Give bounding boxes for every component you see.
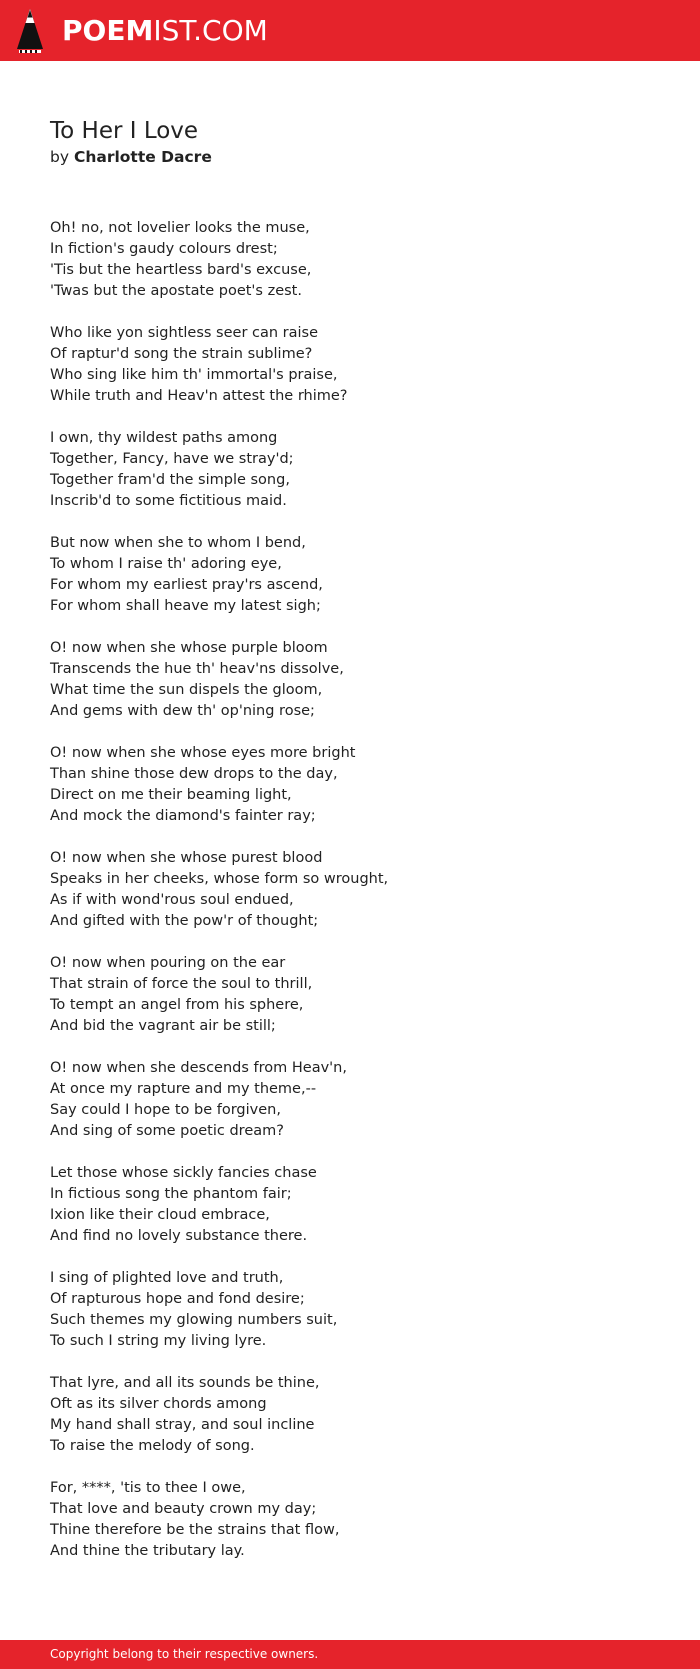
poem-line: Say could I hope to be forgiven,	[50, 1102, 281, 1118]
poem-line: For, ****, 'tis to thee I owe,	[50, 1480, 246, 1496]
poem-line: Of rapturous hope and fond desire;	[50, 1291, 305, 1307]
poem-line: For whom my earliest pray'rs ascend,	[50, 577, 323, 593]
poem-line: Who sing like him th' immortal's praise,	[50, 367, 338, 383]
poem-line: Thine therefore be the strains that flow,	[50, 1522, 340, 1538]
poem-line: Direct on me their beaming light,	[50, 787, 292, 803]
poem-line: As if with wond'rous soul endued,	[50, 892, 294, 908]
copyright-text: Copyright belong to their respective owners.	[50, 1647, 319, 1661]
poem-line: What time the sun dispels the gloom,	[50, 682, 323, 698]
stanza	[50, 1478, 670, 1562]
poem-line: Let those whose sickly fancies chase	[50, 1165, 317, 1181]
poem-line: And mock the diamond's fainter ray;	[50, 808, 316, 824]
poem-line: Ixion like their cloud embrace,	[50, 1207, 270, 1223]
poem-title: To Her I Love	[50, 118, 199, 144]
poem-line: I own, thy wildest paths among	[50, 430, 278, 446]
poem-line: 'Twas but the apostate poet's zest.	[50, 283, 302, 299]
poem-author: Charlotte Dacre	[73, 148, 212, 166]
poem-line: O! now when she whose purest blood	[50, 850, 323, 866]
brand-light: IST.COM	[153, 14, 268, 47]
poem-line: Than shine those dew drops to the day,	[50, 766, 338, 782]
stanza	[50, 218, 670, 302]
brand-bold: POEM	[62, 14, 154, 47]
poem-line: Together, Fancy, have we stray'd;	[50, 451, 294, 467]
poem-line: My hand shall stray, and soul incline	[50, 1417, 315, 1433]
poem-line: Inscrib'd to some fictitious maid.	[50, 493, 287, 509]
poem-line: O! now when pouring on the ear	[50, 955, 286, 971]
poem-line: To raise the melody of song.	[50, 1438, 255, 1454]
poem-heading	[50, 116, 670, 168]
stanza	[50, 1268, 670, 1352]
poem-line: I sing of plighted love and truth,	[50, 1270, 284, 1286]
poem-line: Transcends the hue th' heav'ns dissolve,	[50, 661, 344, 677]
poem-line: Of raptur'd song the strain sublime?	[50, 346, 313, 362]
poem-line: For whom shall heave my latest sigh;	[50, 598, 321, 614]
by-prefix: by	[50, 148, 70, 166]
poem-line: Together fram'd the simple song,	[50, 472, 290, 488]
poem-line: Such themes my glowing numbers suit,	[50, 1312, 338, 1328]
poem-line: And bid the vagrant air be still;	[50, 1018, 276, 1034]
poem-line: And sing of some poetic dream?	[50, 1123, 284, 1139]
poem-line: In fictious song the phantom fair;	[50, 1186, 292, 1202]
poem-body	[50, 218, 670, 1583]
stanza	[50, 1373, 670, 1457]
poem-line: In fiction's gaudy colours drest;	[50, 241, 278, 257]
poem-line: But now when she to whom I bend,	[50, 535, 306, 551]
stanza	[50, 953, 670, 1037]
site-footer	[0, 1640, 700, 1669]
byline	[50, 146, 670, 168]
site-header	[0, 0, 700, 61]
poem-line: O! now when she descends from Heav'n,	[50, 1060, 347, 1076]
stanza	[50, 323, 670, 407]
poem-line: To tempt an angel from his sphere,	[50, 997, 304, 1013]
poem-line: That love and beauty crown my day;	[50, 1501, 317, 1517]
poem-line: Oh! no, not lovelier looks the muse,	[50, 220, 310, 236]
poem-line: At once my rapture and my theme,--	[50, 1081, 317, 1097]
poem-line: O! now when she whose eyes more bright	[50, 745, 356, 761]
poem-line: And find no lovely substance there.	[50, 1228, 308, 1244]
poem-line: O! now when she whose purple bloom	[50, 640, 328, 656]
poem-line: That strain of force the soul to thrill,	[50, 976, 313, 992]
poem-line: To such I string my living lyre.	[50, 1333, 267, 1349]
poem-line: That lyre, and all its sounds be thine,	[50, 1375, 320, 1391]
stanza	[50, 428, 670, 512]
poem-line: And thine the tributary lay.	[50, 1543, 245, 1559]
stanza	[50, 848, 670, 932]
stanza	[50, 533, 670, 617]
poem-line: Speaks in her cheeks, whose form so wrought,	[50, 871, 389, 887]
poem-line: To whom I raise th' adoring eye,	[50, 556, 282, 572]
poem-line: Who like yon sightless seer can raise	[50, 325, 319, 341]
poem-line: Oft as its silver chords among	[50, 1396, 267, 1412]
stanza	[50, 1163, 670, 1247]
site-logo-text[interactable]	[62, 14, 268, 48]
poem-line: And gems with dew th' op'ning rose;	[50, 703, 315, 719]
stanza	[50, 638, 670, 722]
poem-line: 'Tis but the heartless bard's excuse,	[50, 262, 312, 278]
stanza	[50, 1058, 670, 1142]
poem-line: While truth and Heav'n attest the rhime?	[50, 388, 348, 404]
stanza	[50, 743, 670, 827]
pencil-tip-icon[interactable]	[17, 9, 43, 53]
poem-line: And gifted with the pow'r of thought;	[50, 913, 319, 929]
